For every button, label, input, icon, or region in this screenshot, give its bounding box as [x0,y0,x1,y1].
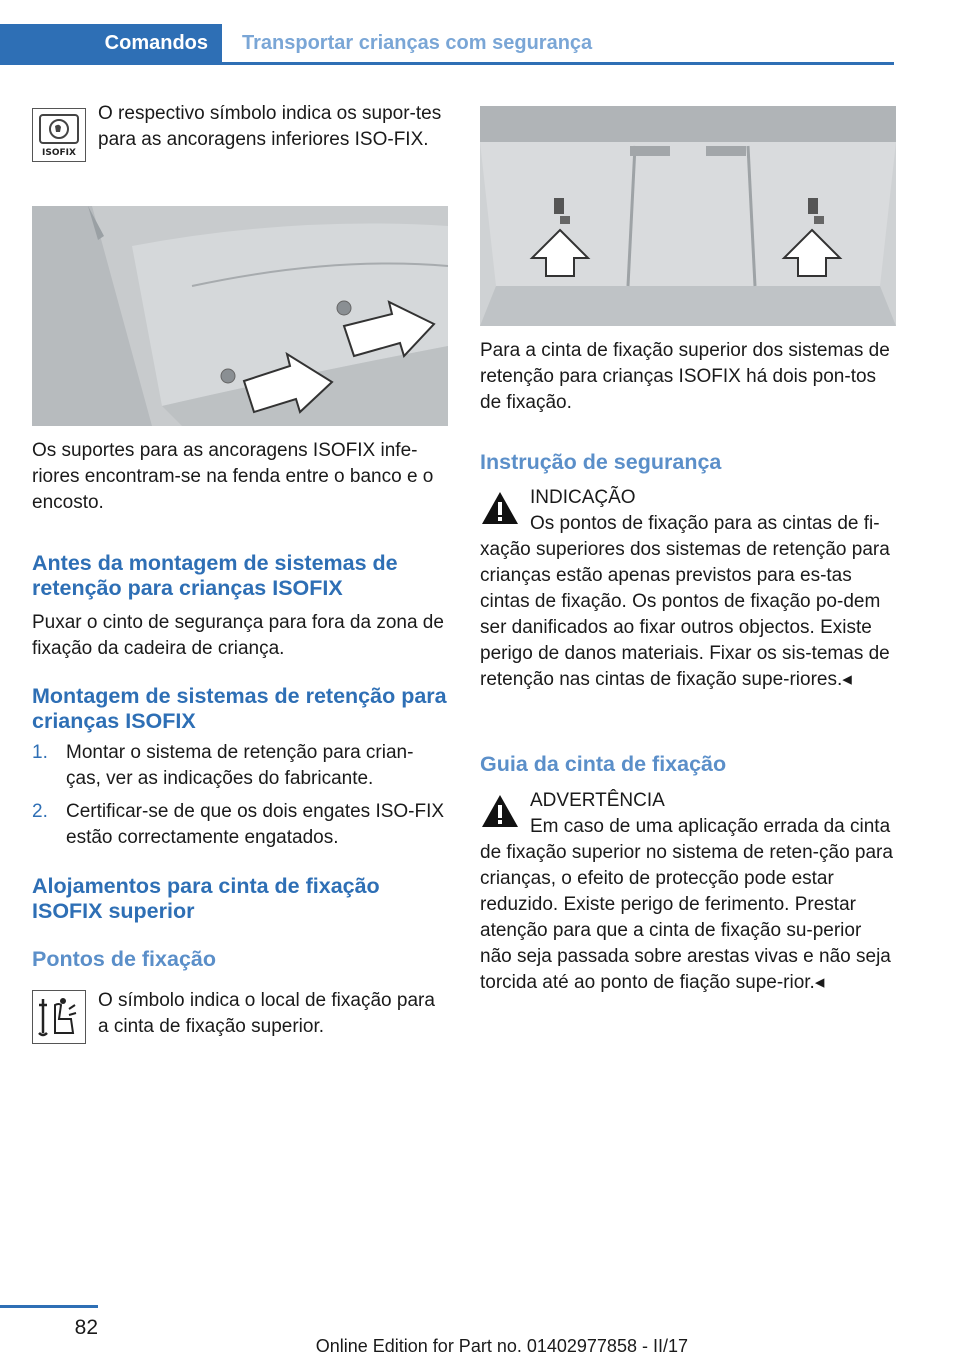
warning-text: Em caso de uma aplicação errada da cinta de fixação superior no sistema de reten-ção para crianças, o efeito de protecção pode estar reduzido. Existe perigo de ferimento. Prestar atenção para que a cinta de fixação su-perior não seja passada sobre arestas vivas e não seja torcida até ao ponto de fiação supe-rior.◂ [480,816,893,993]
heading-fixing-points: Pontos de fixação [32,947,216,971]
step-text: Certificar-se de que os dois engates ISO-FIX estão correctamente engatados. [66,801,445,848]
svg-text:ISOFIX: ISOFIX [42,148,76,158]
step-number: 2. [32,801,48,822]
page-number: 82 [74,1316,98,1339]
notice-text: Os pontos de fixação para as cintas de fi-xação superiores dos sistemas de retenção para crianças estão apenas previstos para es-tas cintas de fixação. Os pontos de fixação po-dem ser danificados ao fixar outros objectos. Existe perigo de danos materiais. Fixar os sis-temas de retenção nas cintas de fixação supe-riores.◂ [480,513,890,690]
tether-points-caption: Para a cinta de fixação superior dos sistemas de retenção para crianças ISOFIX há dois pon-tos de fixação. [480,340,890,413]
section-tab: Comandos [0,24,222,62]
warning-title: ADVERTÊNCIA [530,790,665,811]
fixing-points-text: O símbolo indica o local de fixação para a cinta de fixação superior. [98,990,435,1037]
notice-title: INDICAÇÃO [530,487,636,508]
isofix-anchor-icon [32,108,86,162]
isofix-symbol-text: O respectivo símbolo indica os supor-tes para as ancoragens inferiores ISO-FIX. [98,103,442,150]
edition-note: Online Edition for Part no. 01402977858 - II/17 [315,1336,688,1356]
top-tether-icon [32,990,86,1044]
step-text: Montar o sistema de retenção para crian-ças, ver as indicações do fabricante. [66,742,414,789]
lower-anchorages-photo [32,206,448,426]
top-tether-points-photo [480,106,896,326]
footer-rule [0,1305,98,1308]
heading-before-mounting: Antes da montagem de sistemas de retenção para crianças ISOFIX [32,551,398,600]
before-mounting-text: Puxar o cinto de segurança para fora da zona de fixação da cadeira de criança. [32,612,444,659]
heading-tether-guide: Guia da cinta de fixação [480,752,727,776]
step-number: 1. [32,742,48,763]
lower-anchorages-caption: Os suportes para as ancoragens ISOFIX infe-riores encontram-se na fenda entre o banco e o encosto. [32,440,434,513]
page-header [0,24,894,65]
heading-mounting: Montagem de sistemas de retenção para crianças ISOFIX [32,684,447,733]
topic-title: Transportar crianças com segurança [242,31,593,54]
heading-upper-tether: Alojamentos para cinta de fixação ISOFIX superior [32,874,380,923]
heading-safety-instruction: Instrução de segurança [480,450,722,474]
